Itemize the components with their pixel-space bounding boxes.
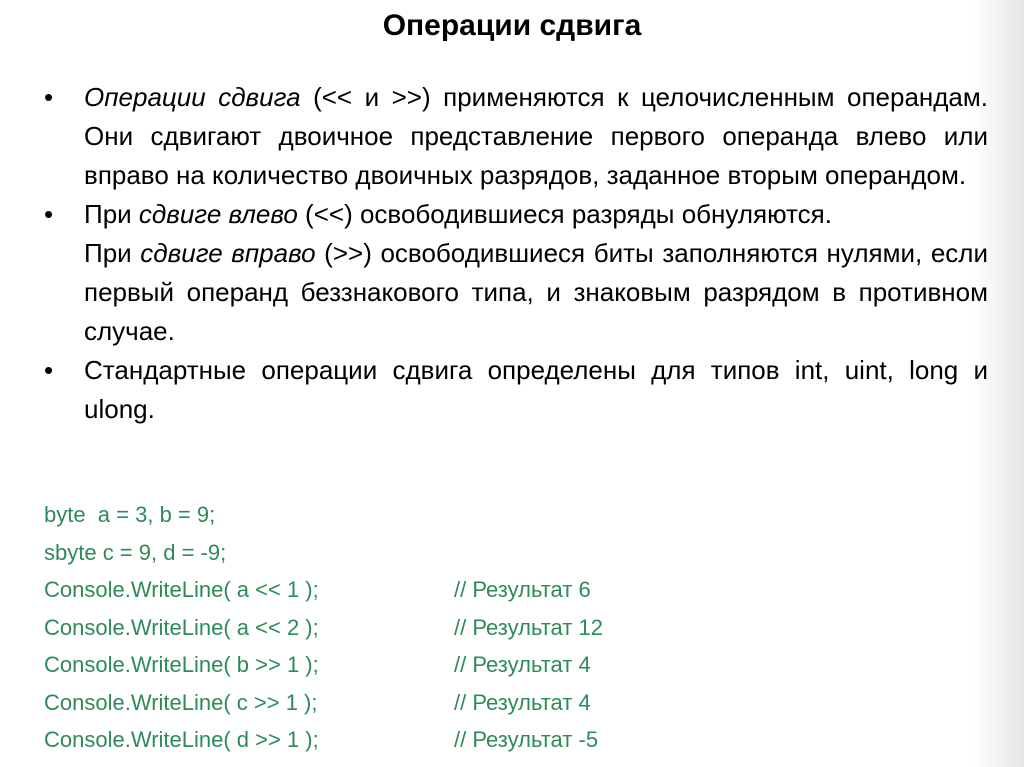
bullet-paragraph <box>84 234 988 351</box>
bullet-emphasis: Операции сдвига <box>84 82 301 112</box>
code-block <box>44 496 744 759</box>
code-comment: // Результат 4 <box>454 652 591 677</box>
bullet-text: (<<) освободившиеся разряды обнуляются. <box>297 199 832 229</box>
bullet-item <box>44 78 988 195</box>
bullet-marker: • <box>44 199 54 229</box>
bullet-text: При <box>84 238 141 268</box>
code-statement: sbyte c = 9, d = -9; <box>44 539 227 565</box>
bullet-emphasis: сдвиге влево <box>138 199 298 229</box>
bullet-marker: • <box>44 82 54 112</box>
code-statement: Console.WriteLine( c >> 1 ); <box>44 689 318 715</box>
code-comment: // Результат -5 <box>454 727 599 752</box>
code-comment: // Результат 6 <box>454 577 591 602</box>
slide-title: Операции сдвига <box>382 9 642 42</box>
code-line <box>44 534 744 572</box>
code-statement: Console.WriteLine( a << 1 ); <box>44 577 319 602</box>
code-statement: Console.WriteLine( d >> 1 ); <box>44 727 319 752</box>
code-line <box>44 684 744 722</box>
code-line <box>44 609 744 647</box>
code-statement: Console.WriteLine( a << 2 ); <box>44 614 319 640</box>
bullet-text: (>>) освободившиеся биты заполняются нулями, если первый операнд беззнакового типа, и знаковым разрядом в противном случае. <box>84 238 988 346</box>
bullet-text: При <box>84 199 139 229</box>
bullet-text: Стандартные операции сдвига определены для типов int, uint, long и ulong. <box>84 355 988 424</box>
bullet-text: (<< и >>) применяются к целочисленным операндам. Они сдвигают двоичное представление первого операнда влево или вправо на количество двоичных разрядов, заданное вторым операндом. <box>84 82 988 190</box>
code-line <box>44 496 744 534</box>
code-statement: byte a = 3, b = 9; <box>44 502 216 527</box>
bullet-marker: • <box>44 355 54 385</box>
code-statement: Console.WriteLine( b >> 1 ); <box>44 652 319 677</box>
code-line <box>44 646 744 684</box>
bullet-item <box>44 195 988 351</box>
bullet-list <box>44 78 988 429</box>
bullet-emphasis: сдвиге вправо <box>140 238 316 268</box>
bullet-paragraph <box>84 195 988 234</box>
code-line <box>44 721 744 759</box>
code-comment: // Результат 4 <box>454 689 591 715</box>
bullet-item <box>44 351 988 429</box>
code-comment: // Результат 12 <box>454 614 603 640</box>
code-line <box>44 571 744 609</box>
